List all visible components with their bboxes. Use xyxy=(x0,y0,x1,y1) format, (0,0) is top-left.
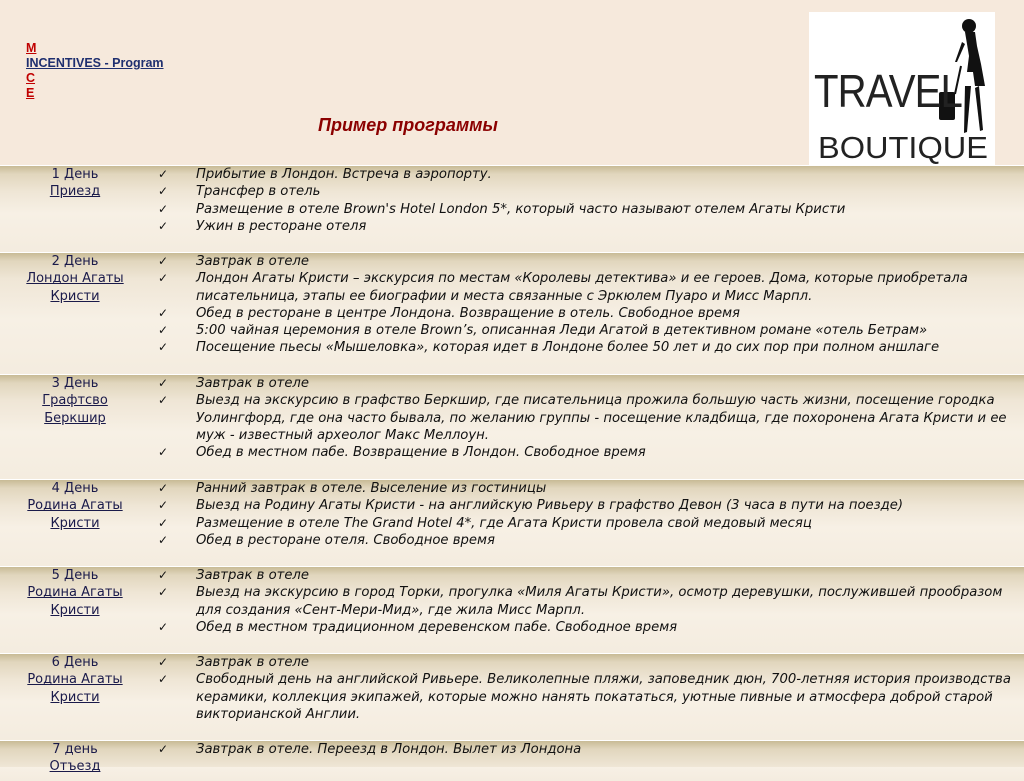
mice-letter-m: M xyxy=(26,41,37,55)
activity-item xyxy=(157,166,1018,183)
day-label xyxy=(0,375,150,427)
day-label xyxy=(0,166,150,201)
activity-text: Прибытие в Лондон. Встреча в аэропорту. xyxy=(196,167,492,182)
mice-letter-e: E xyxy=(26,86,35,100)
day-label xyxy=(0,567,150,619)
activity-list xyxy=(157,654,1018,723)
activity-list xyxy=(157,567,1018,636)
activity-item xyxy=(157,567,1018,584)
day-name-link[interactable]: Лондон Агаты Кристи xyxy=(26,271,124,304)
activity-text: 5:00 чайная церемония в отеле Brown’s, описанная Леди Агатой в детективном романе «отель Бетрам» xyxy=(196,323,928,339)
day-number: 7 день xyxy=(52,742,98,757)
day-number: 6 День xyxy=(51,655,99,670)
checkmark-icon: ✓ xyxy=(158,218,169,233)
activity-text: Лондон Агаты Кристи – экскурсия по местам «Королевы детектива» и ее героев. Дома, которые приобретала писательница, этапы ее биографии и места связанные с Эркюлем Пуаро и Мисс Марпл. xyxy=(196,271,968,304)
checkmark-icon: ✓ xyxy=(158,742,169,756)
checkmark-icon: ✓ xyxy=(158,184,169,199)
checkmark-icon: ✓ xyxy=(158,340,169,355)
activity-item xyxy=(157,444,1018,461)
activity-list xyxy=(157,166,1018,235)
day-label xyxy=(0,480,150,532)
day-label xyxy=(0,253,150,305)
logo-boutique-text: BOUTIQUE xyxy=(818,130,988,165)
mice-incentives-label: INCENTIVES - Program xyxy=(26,56,164,70)
checkmark-icon: ✓ xyxy=(158,254,169,268)
day-name-link[interactable]: Родина Агаты Кристи xyxy=(27,672,123,705)
checkmark-icon: ✓ xyxy=(158,323,169,338)
program-table xyxy=(0,165,1024,781)
activity-text: Размещение в отеле The Grand Hotel 4*, где Агата Кристи провела свой медовый месяц xyxy=(196,515,812,531)
page-title: Пример программы xyxy=(318,115,498,135)
day-row xyxy=(0,479,1024,566)
activity-item xyxy=(157,305,1018,322)
checkmark-icon: ✓ xyxy=(158,481,169,495)
day-row xyxy=(0,653,1024,740)
activity-text: Выезд на экскурсию в город Торки, прогулка «Миля Агаты Кристи», осмотр деревушки, послужившей прообразом для создания «Сент-Мери-Мид», где жила Мисс Марпл. xyxy=(196,585,1003,618)
travel-boutique-logo xyxy=(809,12,995,165)
activity-item xyxy=(157,619,1018,636)
activity-text: Ранний завтрак в отеле. Выселение из гостиницы xyxy=(196,481,547,496)
activity-text: Обед в ресторане отеля. Свободное время xyxy=(196,532,495,548)
activity-item xyxy=(157,183,1018,200)
checkmark-icon: ✓ xyxy=(158,201,169,216)
day-number: 2 День xyxy=(51,254,99,269)
activity-text: Обед в ресторане в центре Лондона. Возвращение в отель. Свободное время xyxy=(196,305,740,321)
checkmark-icon: ✓ xyxy=(158,532,169,547)
activity-item xyxy=(157,532,1018,549)
activity-text: Завтрак в отеле xyxy=(196,568,309,583)
day-row xyxy=(0,165,1024,252)
day-name-link[interactable]: Приезд xyxy=(49,184,101,200)
checkmark-icon: ✓ xyxy=(158,619,169,634)
activity-item xyxy=(157,741,1018,758)
activity-text: Обед в местном традиционном деревенском пабе. Свободное время xyxy=(196,619,678,635)
activity-text: Ужин в ресторане отеля xyxy=(196,218,367,234)
activity-text: Завтрак в отеле xyxy=(196,254,309,269)
activity-text: Посещение пьесы «Мышеловка», которая идет в Лондоне более 50 лет и до сих пор при полном аншлаге xyxy=(196,340,940,356)
activity-list xyxy=(157,253,1018,357)
day-row xyxy=(0,374,1024,479)
activity-text: Трансфер в отель xyxy=(196,184,321,200)
checkmark-icon: ✓ xyxy=(158,393,169,408)
day-label xyxy=(0,654,150,706)
activity-item xyxy=(157,392,1018,444)
mice-letter-c: C xyxy=(26,71,36,85)
activity-text: Обед в местном пабе. Возвращение в Лондон. Свободное время xyxy=(196,445,646,461)
activity-item xyxy=(157,201,1018,218)
activity-list xyxy=(157,741,1018,758)
activity-item xyxy=(157,515,1018,532)
checkmark-icon: ✓ xyxy=(158,585,169,600)
activity-item xyxy=(157,322,1018,339)
activity-item xyxy=(157,270,1018,305)
activity-text: Выезд на экскурсию в графство Беркшир, где писательница прожила большую часть жизни, посещение городка Уолингфорд, где она часто бывала, по желанию группы - посещение кладбища, где похоронена Агата Кристи и ее муж - известный археолог Макс Меллоун. xyxy=(196,393,1007,443)
day-number: 4 День xyxy=(51,481,99,496)
day-name-link[interactable]: Графтсво Беркшир xyxy=(42,393,108,426)
activity-item xyxy=(157,375,1018,392)
checkmark-icon: ✓ xyxy=(158,376,169,390)
activity-item xyxy=(157,253,1018,270)
activity-item xyxy=(157,584,1018,619)
day-row xyxy=(0,252,1024,374)
logo-travel-text: TRAVEL xyxy=(814,65,963,117)
activity-item xyxy=(157,218,1018,235)
day-number: 1 День xyxy=(51,167,99,182)
activity-text: Свободный день на английской Ривьере. Великолепные пляжи, заповедник дюн, 700-летняя история производства керамики, коллекция экипажей, которые можно нанять покататься, уютные пивные и атмосфера доброй старой викторианской Англии. xyxy=(196,672,1011,722)
day-name-link[interactable]: Родина Агаты Кристи xyxy=(27,585,123,618)
checkmark-icon: ✓ xyxy=(158,445,169,460)
activity-text: Выезд на Родину Агаты Кристи - на английскую Ривьеру в графство Девон (3 часа в пути на поезде) xyxy=(196,498,904,514)
day-number: 5 День xyxy=(51,568,99,583)
checkmark-icon: ✓ xyxy=(158,515,169,530)
activity-list xyxy=(157,480,1018,549)
activity-text: Завтрак в отеле xyxy=(196,376,309,391)
day-row xyxy=(0,566,1024,653)
checkmark-icon: ✓ xyxy=(158,672,169,687)
activity-item xyxy=(157,671,1018,723)
day-label xyxy=(0,741,150,776)
mice-header xyxy=(26,41,164,101)
checkmark-icon: ✓ xyxy=(158,167,169,181)
checkmark-icon: ✓ xyxy=(158,305,169,320)
activity-item xyxy=(157,654,1018,671)
activity-text: Завтрак в отеле xyxy=(196,655,309,670)
activity-item xyxy=(157,339,1018,356)
checkmark-icon: ✓ xyxy=(158,498,169,513)
day-name-link[interactable]: Отъезд xyxy=(49,759,101,775)
activity-text: Завтрак в отеле. Переезд в Лондон. Вылет из Лондона xyxy=(196,742,582,757)
day-name-link[interactable]: Родина Агаты Кристи xyxy=(27,498,123,531)
checkmark-icon: ✓ xyxy=(158,271,169,286)
day-row xyxy=(0,740,1024,781)
checkmark-icon: ✓ xyxy=(158,568,169,582)
activity-list xyxy=(157,375,1018,461)
activity-item xyxy=(157,497,1018,514)
activity-text: Размещение в отеле Brown's Hotel London 5*, который часто называют отелем Агаты Кристи xyxy=(196,201,846,217)
day-number: 3 День xyxy=(51,376,99,391)
activity-item xyxy=(157,480,1018,497)
logo-graphic xyxy=(809,12,995,165)
checkmark-icon: ✓ xyxy=(158,655,169,669)
